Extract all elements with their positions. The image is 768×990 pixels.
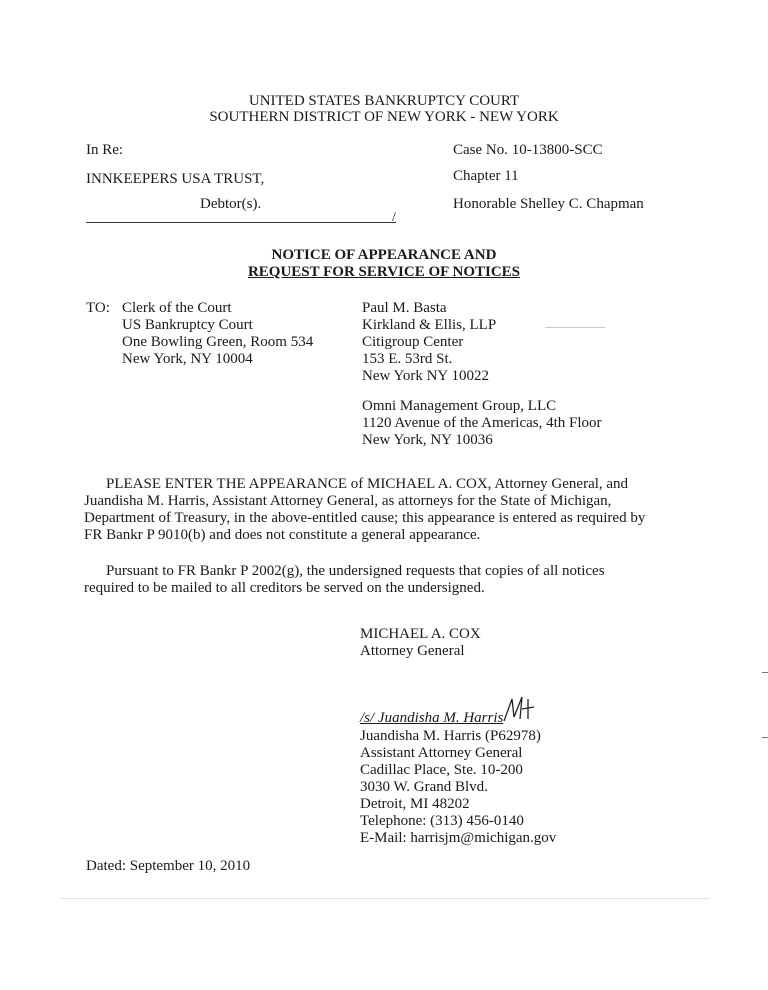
address-line: Kirkland & Ellis, LLP (362, 317, 497, 333)
debtor-label: Debtor(s). (200, 196, 262, 212)
paragraph-line: Juandisha M. Harris, Assistant Attorney General, as attorneys for the State of Michigan, (84, 493, 612, 509)
scan-edge-mark (762, 737, 768, 738)
attorney-name-bar: Juandisha M. Harris (P62978) (360, 728, 541, 744)
address-line: New York, NY 10004 (122, 351, 253, 367)
signature-line: 3030 W. Grand Blvd. (360, 779, 488, 795)
handwritten-mark (498, 695, 538, 727)
scan-edge-mark (762, 672, 768, 673)
case-number: Case No. 10-13800-SCC (453, 142, 603, 158)
notice-subtitle: REQUEST FOR SERVICE OF NOTICES (247, 264, 521, 280)
electronic-signature: /s/ Juandisha M. Harris (360, 710, 504, 726)
address-line: Clerk of the Court (122, 300, 232, 316)
ag-name: MICHAEL A. COX (360, 626, 481, 642)
signature-line: Detroit, MI 48202 (360, 796, 470, 812)
address-line: Omni Management Group, LLC (362, 398, 557, 414)
paragraph-line: PLEASE ENTER THE APPEARANCE of MICHAEL A. COX, Attorney General, and (106, 476, 629, 492)
scan-speck (60, 898, 710, 899)
chapter: Chapter 11 (453, 168, 519, 184)
address-line: 1120 Avenue of the Americas, 4th Floor (362, 415, 602, 431)
caption-rule (86, 222, 396, 223)
address-line: New York NY 10022 (362, 368, 489, 384)
paragraph-line: FR Bankr P 9010(b) and does not constitute a general appearance. (84, 527, 481, 543)
email-line: E-Mail: harrisjm@michigan.gov (360, 830, 557, 846)
notice-title: NOTICE OF APPEARANCE AND (271, 247, 497, 263)
court-name: UNITED STATES BANKRUPTCY COURT (248, 93, 520, 109)
to-label: TO: (86, 300, 110, 316)
judge-name: Honorable Shelley C. Chapman (453, 196, 644, 212)
paragraph-line: required to be mailed to all creditors be served on the undersigned. (84, 580, 485, 596)
date-line: Dated: September 10, 2010 (86, 858, 251, 874)
paragraph-line: Pursuant to FR Bankr P 2002(g), the undersigned requests that copies of all notices (106, 563, 605, 579)
debtor-name: INNKEEPERS USA TRUST, (86, 171, 265, 187)
address-line: Citigroup Center (362, 334, 464, 350)
address-line: US Bankruptcy Court (122, 317, 253, 333)
paragraph-line: Department of Treasury, in the above-entitled cause; this appearance is entered as required by (84, 510, 646, 526)
address-line: 153 E. 53rd St. (362, 351, 453, 367)
address-line: Paul M. Basta (362, 300, 447, 316)
signature-line: Cadillac Place, Ste. 10-200 (360, 762, 523, 778)
scan-speck (545, 327, 605, 328)
ag-title: Attorney General (360, 643, 465, 659)
address-line: New York, NY 10036 (362, 432, 493, 448)
court-district: SOUTHERN DISTRICT OF NEW YORK - NEW YORK (209, 109, 559, 125)
signature-line: Assistant Attorney General (360, 745, 523, 761)
address-line: One Bowling Green, Room 534 (122, 334, 314, 350)
signature-line: Telephone: (313) 456-0140 (360, 813, 524, 829)
caption-slash: / (392, 210, 396, 225)
in-re-label: In Re: (86, 142, 124, 158)
